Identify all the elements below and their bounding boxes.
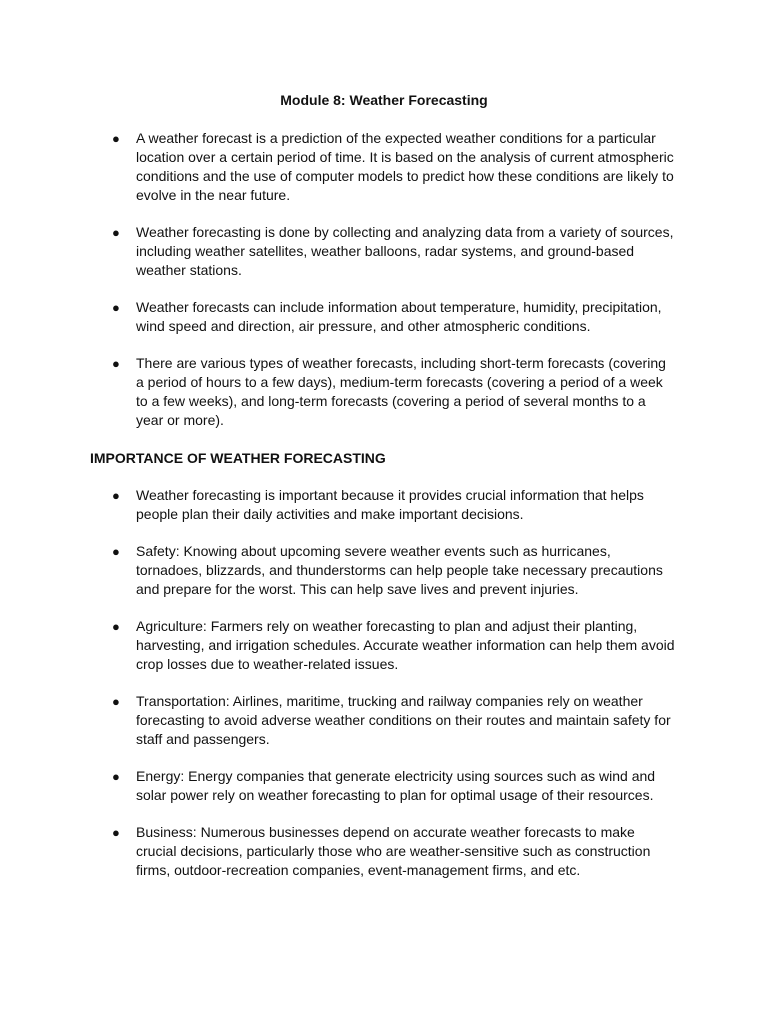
- bullet-icon: ●: [112, 356, 120, 371]
- bullet-icon: ●: [112, 825, 120, 840]
- intro-bullet-list: [0, 129, 676, 448]
- list-item-text: A weather forecast is a prediction of the expected weather conditions for a particular location over a certain period of time. It is based on the analysis of current atmospheric conditions and the use of computer models to predict how these conditions are likely to evolve in the near future.: [136, 130, 674, 203]
- importance-bullet-list: [0, 486, 676, 898]
- bullet-icon: ●: [112, 694, 120, 709]
- bullet-icon: ●: [112, 300, 120, 315]
- list-item: [0, 823, 676, 880]
- list-item: [0, 129, 676, 205]
- list-item-text: Transportation: Airlines, maritime, trucking and railway companies rely on weather forecasting to avoid adverse weather conditions on their routes and maintain safety for staff and passengers.: [136, 693, 671, 747]
- list-item-text: Business: Numerous businesses depend on accurate weather forecasts to make crucial decisions, particularly those who are weather-sensitive such as construction firms, outdoor-recreation companies, event-management firms, and etc.: [136, 824, 651, 878]
- list-item: [0, 767, 676, 805]
- list-item: [0, 354, 676, 430]
- bullet-icon: ●: [112, 619, 120, 634]
- list-item: [0, 223, 676, 280]
- list-item: [0, 542, 676, 599]
- list-item: [0, 617, 676, 674]
- list-item: [0, 692, 676, 749]
- bullet-icon: ●: [112, 769, 120, 784]
- bullet-icon: ●: [112, 225, 120, 240]
- list-item-text: Weather forecasts can include information about temperature, humidity, precipitation, wind speed and direction, air pressure, and other atmospheric conditions.: [136, 299, 662, 334]
- list-item: [0, 298, 676, 336]
- list-item-text: Energy: Energy companies that generate electricity using sources such as wind and solar power rely on weather forecasting to plan for optimal usage of their resources.: [136, 768, 656, 803]
- bullet-icon: ●: [112, 488, 120, 503]
- section-heading: IMPORTANCE OF WEATHER FORECASTING: [90, 450, 386, 466]
- list-item: [0, 486, 676, 524]
- bullet-icon: ●: [112, 131, 120, 146]
- list-item-text: Agriculture: Farmers rely on weather forecasting to plan and adjust their planting, harvesting, and irrigation schedules. Accurate weather information can help them avoid crop losses due to weather-related issues.: [136, 618, 675, 672]
- list-item-text: There are various types of weather forecasts, including short-term forecasts (covering a period of hours to a few days), medium-term forecasts (covering a period of a week to a few weeks), and long-term forecasts (covering a period of several months to a year or more).: [136, 355, 666, 428]
- list-item-text: Weather forecasting is done by collecting and analyzing data from a variety of sources, including weather satellites, weather balloons, radar systems, and ground-based weather stations.: [136, 224, 674, 278]
- bullet-icon: ●: [112, 544, 120, 559]
- list-item-text: Safety: Knowing about upcoming severe weather events such as hurricanes, tornadoes, blizzards, and thunderstorms can help people take necessary precautions and prepare for the worst. This can help save lives and prevent injuries.: [136, 543, 663, 597]
- page-title: Module 8: Weather Forecasting: [280, 92, 488, 108]
- list-item-text: Weather forecasting is important because it provides crucial information that helps people plan their daily activities and make important decisions.: [136, 487, 644, 522]
